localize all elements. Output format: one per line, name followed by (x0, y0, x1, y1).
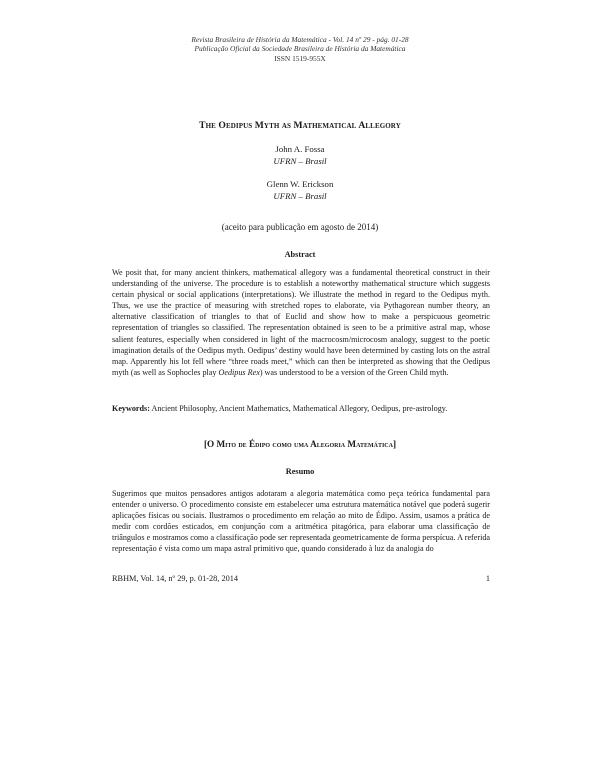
author-block-1 (0, 143, 600, 167)
abstract-italic-work: Oedipus Rex (218, 367, 260, 377)
journal-header-line-1: Revista Brasileira de História da Matemática - Vol. 14 nº 29 - pág. 01-28 (191, 35, 409, 44)
author-affiliation: UFRN – Brasil (273, 156, 327, 166)
paper-title: The Oedipus Myth as Mathematical Allegory (199, 120, 401, 131)
journal-header (0, 35, 600, 63)
keywords-label: Keywords: (112, 404, 150, 413)
abstract-body (112, 267, 490, 378)
abstract-heading: Abstract (284, 250, 316, 259)
author-block-2 (0, 178, 600, 202)
keywords (112, 403, 490, 414)
journal-issn: ISSN 1519-955X (274, 53, 326, 63)
page-number: 1 (485, 574, 490, 583)
resumo-heading: Resumo (285, 467, 315, 476)
footer-citation: RBHM, Vol. 14, nº 29, p. 01-28, 2014 (112, 574, 239, 583)
resumo-body: Sugerimos que muitos pensadores antigos adotaram a alegoria matemática como peça teórica fundamental para entender o universo. O procedimento consiste em estabelecer uma estrutura matemática notável que poderá sugerir aplicações físicas ou sociais. Ilustramos o procedimento em relação ao mito de Édipo. Assim, usamos a prática de medir com cordões esticados, em conjunção com a aritmética pitagórica, para elaborar uma classificação de triângulos e mostramos como a classificação pode ser representada geometricamente de forma perspícua. A referida representação é vista como um mapa astral primitivo que, quando considerado à luz da analogia do (112, 489, 490, 554)
journal-header-line-2: Publicação Oficial da Sociedade Brasileira de História da Matemática (194, 44, 406, 54)
portuguese-title: [O Mito de Édipo como uma Alegoria Matemática] (203, 439, 397, 449)
author-affiliation: UFRN – Brasil (273, 191, 327, 201)
keywords-text: Ancient Philosophy, Ancient Mathematics, Mathematical Allegory, Oedipus, pre-astrology. (149, 404, 448, 413)
abstract-text-end: ) was understood to be a version of the Green Child myth. (259, 367, 449, 377)
abstract-text: We posit that, for many ancient thinkers, mathematical allegory was a fundamental theoretical construct in their understanding of the universe. The procedure is to establish a noteworthy mathematical structure which suggests certain physical or social applications (interpretations). We illustrate the method in regard to the Oedipus myth. Thus, we use the practice of measuring with stretched ropes to elaborate, via Pythagorean number theory, an alternative classification of triangles to that of Euclid and show how to make a perspicuous geometric representation of triangles so classified. The representation obtained is seen to be a primitive astral map, whose salient features, especially when considered in light of the macrocosm/microcosm analogy, suggest to the poetic imagination details of the Oedipus myth. Oedipus’ destiny would have been determined by casting lots on the astral map. Apparently his lot fell where “three roads meet,” which can then be interpreted as showing that the Oedipus myth (as well as Sophocles play (112, 268, 490, 377)
acceptance-note: (aceito para publicação em agosto de 2014) (221, 222, 379, 232)
author-name: John A. Fossa (275, 144, 325, 154)
author-name: Glenn W. Erickson (266, 179, 334, 189)
